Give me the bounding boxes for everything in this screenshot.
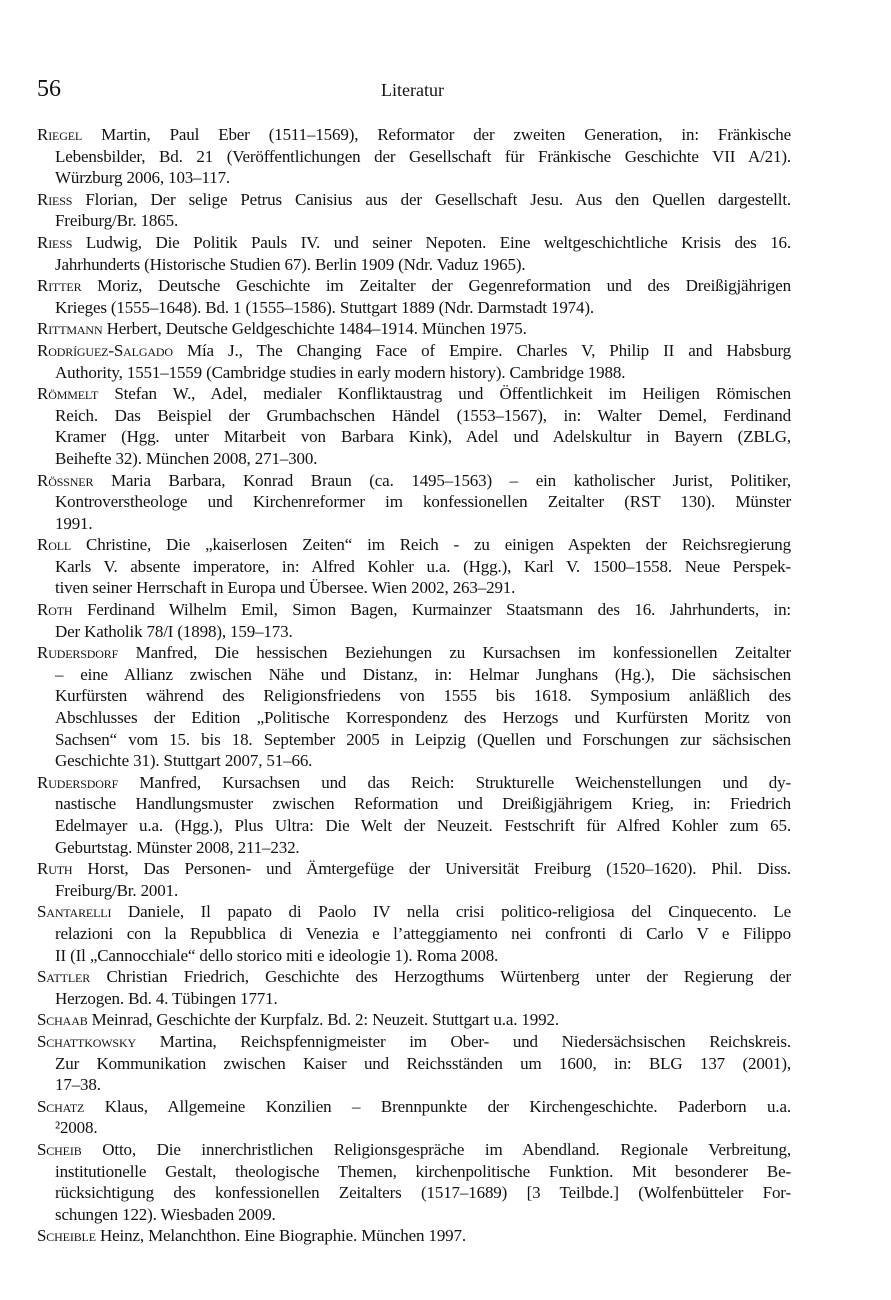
entry-line [37, 362, 791, 384]
entry-text: Martina, Reichspfennigmeister im Ober- und Niedersächsischen Reichskreis. [159, 1031, 791, 1051]
entry-line [37, 729, 791, 751]
entry-line [37, 1182, 791, 1204]
entry-text: Freiburg/Br. 1865. [55, 211, 179, 231]
entry-line [37, 621, 791, 643]
entry-line [37, 577, 791, 599]
entry-text: Meinrad, Geschichte der Kurpfalz. Bd. 2: Neuzeit. Stuttgart u.a. 1992. [91, 1010, 559, 1030]
entry-text: Abschlusses der Edition „Politische Korrespondenz des Herzogs und Kurfürsten Moritz von [55, 708, 791, 728]
entry-text: tiven seiner Herrschaft in Europa und Übersee. Wien 2002, 263–291. [55, 578, 516, 598]
entry-text: Stefan W., Adel, medialer Konfliktaustrag und Öffentlichkeit im Heiligen Römischen [114, 384, 791, 404]
bibliography-entry [37, 383, 791, 469]
bibliography-entry [37, 966, 791, 1009]
entry-text: Christian Friedrich, Geschichte des Herzogthums Würtenberg unter der Regierung der [106, 967, 792, 987]
entry-line [37, 470, 791, 492]
entry-author: Rodríguez-Salgado [37, 340, 173, 360]
entry-line [37, 837, 791, 859]
entry-text: Zur Kommunikation zwischen Kaiser und Reichsständen um 1600, in: BLG 137 (2001), [55, 1053, 791, 1073]
bibliography-entry [37, 1096, 791, 1139]
entry-text: Ludwig, Die Politik Pauls IV. und seiner Nepoten. Eine weltgeschichtliche Krisis des 16. [85, 232, 792, 252]
page-number: 56 [37, 76, 61, 102]
entry-text: Klaus, Allgemeine Konzilien – Brennpunkte der Kirchengeschichte. Paderborn u.a. [104, 1096, 791, 1116]
entry-text: Daniele, Il papato di Paolo IV nella crisi politico-religiosa del Cinquecento. Le [128, 902, 792, 922]
entry-author: Rudersdorf [37, 772, 119, 792]
entry-author: Scheible [37, 1226, 96, 1246]
entry-line [37, 707, 791, 729]
entry-line [37, 642, 791, 664]
entry-line [37, 1117, 791, 1139]
entry-line [37, 383, 791, 405]
entry-text: Kramer (Hgg. unter Mitarbeit von Barbara Kink), Adel und Adelskultur in Bayern (ZBLG, [55, 427, 791, 447]
entry-line [37, 1204, 791, 1226]
entry-line [37, 210, 791, 232]
entry-line [37, 1225, 791, 1247]
entry-line [37, 750, 791, 772]
entry-text: relazioni con la Repubblica di Venezia e l’atteggiamento nei confronti di Carlo V e Filippo [55, 923, 791, 943]
entry-line [37, 1031, 791, 1053]
entry-line [37, 513, 791, 535]
entry-text: institutionelle Gestalt, theologische Themen, kirchenpolitische Funktion. Mit besonderer Be- [55, 1161, 791, 1181]
entry-text: Mía J., The Changing Face of Empire. Charles V, Philip II and Habsburg [187, 340, 791, 360]
entry-line [37, 405, 791, 427]
entry-line [37, 901, 791, 923]
entry-line [37, 1139, 791, 1161]
entry-line [37, 167, 791, 189]
entry-text: Herbert, Deutsche Geldgeschichte 1484–1914. München 1975. [106, 319, 527, 339]
entry-line [37, 988, 791, 1010]
entry-text: ²2008. [55, 1118, 98, 1138]
entry-line [37, 1053, 791, 1075]
entry-text: Kurfürsten während des Religionsfriedens von 1555 bis 1618. Symposium anläßlich des [55, 686, 791, 706]
entry-text: Herzogen. Bd. 4. Tübingen 1771. [55, 988, 278, 1008]
entry-line [37, 923, 791, 945]
entry-text: 1991. [55, 513, 93, 533]
entry-text: Moriz, Deutsche Geschichte im Zeitalter der Gegenreformation und des Dreißigjährigen [97, 276, 791, 296]
entry-text: Geburtstag. Münster 2008, 211–232. [55, 837, 300, 857]
entry-text: rücksichtigung des konfessionellen Zeitalters (1517–1689) [3 Teilbde.] (Wolfenbütteler For- [55, 1183, 791, 1203]
entry-text: II (Il „Cannocchiale“ dello storico miti e ideologie 1). Roma 2008. [55, 945, 499, 965]
entry-text: Beihefte 32). München 2008, 271–300. [55, 448, 318, 468]
entry-author: Rudersdorf [37, 643, 119, 663]
entry-text: Heinz, Melanchthon. Eine Biographie. München 1997. [100, 1226, 466, 1246]
bibliography-list [37, 124, 791, 1247]
entry-author: Riess [37, 232, 73, 252]
entry-line [37, 491, 791, 513]
entry-line [37, 297, 791, 319]
entry-text: Maria Barbara, Konrad Braun (ca. 1495–1563) – ein katholischer Jurist, Politiker, [111, 470, 791, 490]
entry-text: Horst, Das Personen- und Ämtergefüge der Universität Freiburg (1520–1620). Phil. Diss. [87, 859, 791, 879]
entry-author: Römmelt [37, 384, 99, 404]
entry-text: Reich. Das Beispiel der Grumbachschen Händel (1553–1567), in: Walter Demel, Ferdinand [55, 405, 791, 425]
entry-line [37, 340, 791, 362]
entry-line [37, 232, 791, 254]
bibliography-entry [37, 901, 791, 966]
entry-author: Roll [37, 535, 72, 555]
bibliography-entry [37, 124, 791, 189]
entry-line [37, 685, 791, 707]
entry-line [37, 189, 791, 211]
entry-text: Ferdinand Wilhelm Emil, Simon Bagen, Kurmainzer Staatsmann des 16. Jahrhunderts, in: [86, 600, 791, 620]
entry-text: Kontroverstheologe und Kirchenreformer im konfessionellen Zeitalter (RST 130). Münster [55, 492, 791, 512]
entry-line [37, 1009, 791, 1031]
entry-text: Martin, Paul Eber (1511–1569), Reformator der zweiten Generation, in: Fränkische [101, 125, 791, 144]
entry-line [37, 815, 791, 837]
entry-text: Sachsen“ vom 15. bis 18. September 2005 in Leipzig (Quellen und Forschungen zur sächsischen [55, 729, 791, 749]
entry-line [37, 146, 791, 168]
bibliography-entry [37, 534, 791, 599]
bibliography-entry [37, 772, 791, 858]
entry-author: Scheib [37, 1139, 82, 1159]
entry-line [37, 1161, 791, 1183]
entry-author: Riess [37, 189, 73, 209]
bibliography-entry [37, 599, 791, 642]
bibliography-entry [37, 1139, 791, 1225]
entry-text: Krieges (1555–1648). Bd. 1 (1555–1586). Stuttgart 1889 (Ndr. Darmstadt 1974). [55, 297, 594, 317]
entry-line [37, 858, 791, 880]
bibliography-entry [37, 1225, 791, 1247]
entry-author: Ruth [37, 859, 73, 879]
bibliography-entry [37, 340, 791, 383]
entry-text: Authority, 1551–1559 (Cambridge studies in early modern history). Cambridge 1988. [55, 362, 626, 382]
entry-text: – eine Allianz zwischen Nähe und Distanz, in: Helmar Junghans (Hg.), Die sächsischen [55, 664, 791, 684]
entry-author: Rittmann [37, 319, 103, 339]
entry-text: Christine, Die „kaiserlosen Zeiten“ im Reich - zu einigen Aspekten der Reichsregierung [86, 535, 791, 555]
bibliography-entry [37, 642, 791, 772]
entry-text: schungen 122). Wiesbaden 2009. [55, 1204, 276, 1224]
bibliography-entry [37, 275, 791, 318]
entry-text: Jahrhunderts (Historische Studien 67). Berlin 1909 (Ndr. Vaduz 1965). [55, 254, 526, 274]
entry-text: Manfred, Die hessischen Beziehungen zu Kursachsen im konfessionellen Zeitalter [135, 643, 791, 663]
entry-text: Geschichte 31). Stuttgart 2007, 51–66. [55, 751, 313, 771]
entry-author: Sattler [37, 967, 91, 987]
entry-line [37, 1096, 791, 1118]
entry-line [37, 793, 791, 815]
entry-text: Karls V. absente imperatore, in: Alfred Kohler u.a. (Hgg.), Karl V. 1500–1558. Neue Perspek- [55, 556, 791, 576]
entry-line [37, 880, 791, 902]
entry-author: Roth [37, 600, 73, 620]
entry-text: 17–38. [55, 1075, 101, 1095]
bibliography-entry [37, 1031, 791, 1096]
entry-author: Schattkowsky [37, 1031, 136, 1051]
entry-text: Der Katholik 78/I (1898), 159–173. [55, 621, 293, 641]
entry-line [37, 254, 791, 276]
entry-text: Freiburg/Br. 2001. [55, 880, 179, 900]
entry-line [37, 1074, 791, 1096]
entry-text: Florian, Der selige Petrus Canisius aus der Gesellschaft Jesu. Aus den Quellen dargestellt. [85, 189, 791, 209]
entry-line [37, 599, 791, 621]
bibliography-entry [37, 470, 791, 535]
entry-text: Würzburg 2006, 103–117. [55, 168, 231, 188]
entry-text: Lebensbilder, Bd. 21 (Veröffentlichungen der Gesellschaft für Fränkische Geschichte VII A/21). [55, 146, 791, 166]
entry-author: Riegel [37, 125, 83, 144]
bibliography-entry [37, 189, 791, 232]
entry-line [37, 426, 791, 448]
bibliography-entry [37, 858, 791, 901]
entry-line [37, 945, 791, 967]
entry-author: Rössner [37, 470, 94, 490]
entry-line [37, 275, 791, 297]
entry-line [37, 124, 791, 146]
entry-author: Santarelli [37, 902, 112, 922]
entry-line [37, 664, 791, 686]
entry-author: Schaab [37, 1010, 88, 1030]
entry-line [37, 448, 791, 470]
entry-line [37, 966, 791, 988]
bibliography-entry [37, 1009, 791, 1031]
entry-line [37, 534, 791, 556]
entry-line [37, 318, 791, 340]
entry-author: Schatz [37, 1096, 85, 1116]
entry-author: Ritter [37, 276, 82, 296]
entry-line [37, 772, 791, 794]
bibliography-entry [37, 318, 791, 340]
entry-text: Edelmayer u.a. (Hgg.), Plus Ultra: Die Welt der Neuzeit. Festschrift für Alfred Kohler zum 65. [55, 816, 791, 835]
bibliography-entry [37, 232, 791, 275]
entry-text: Otto, Die innerchristlichen Religionsgespräche im Abendland. Regionale Verbreitung, [102, 1139, 791, 1159]
running-title: Literatur [381, 80, 444, 100]
entry-text: Manfred, Kursachsen und das Reich: Strukturelle Weichenstellungen und dy- [139, 772, 791, 792]
entry-line [37, 556, 791, 578]
entry-text: nastische Handlungsmuster zwischen Reformation und Dreißigjährigem Krieg, in: Friedrich [55, 794, 791, 814]
